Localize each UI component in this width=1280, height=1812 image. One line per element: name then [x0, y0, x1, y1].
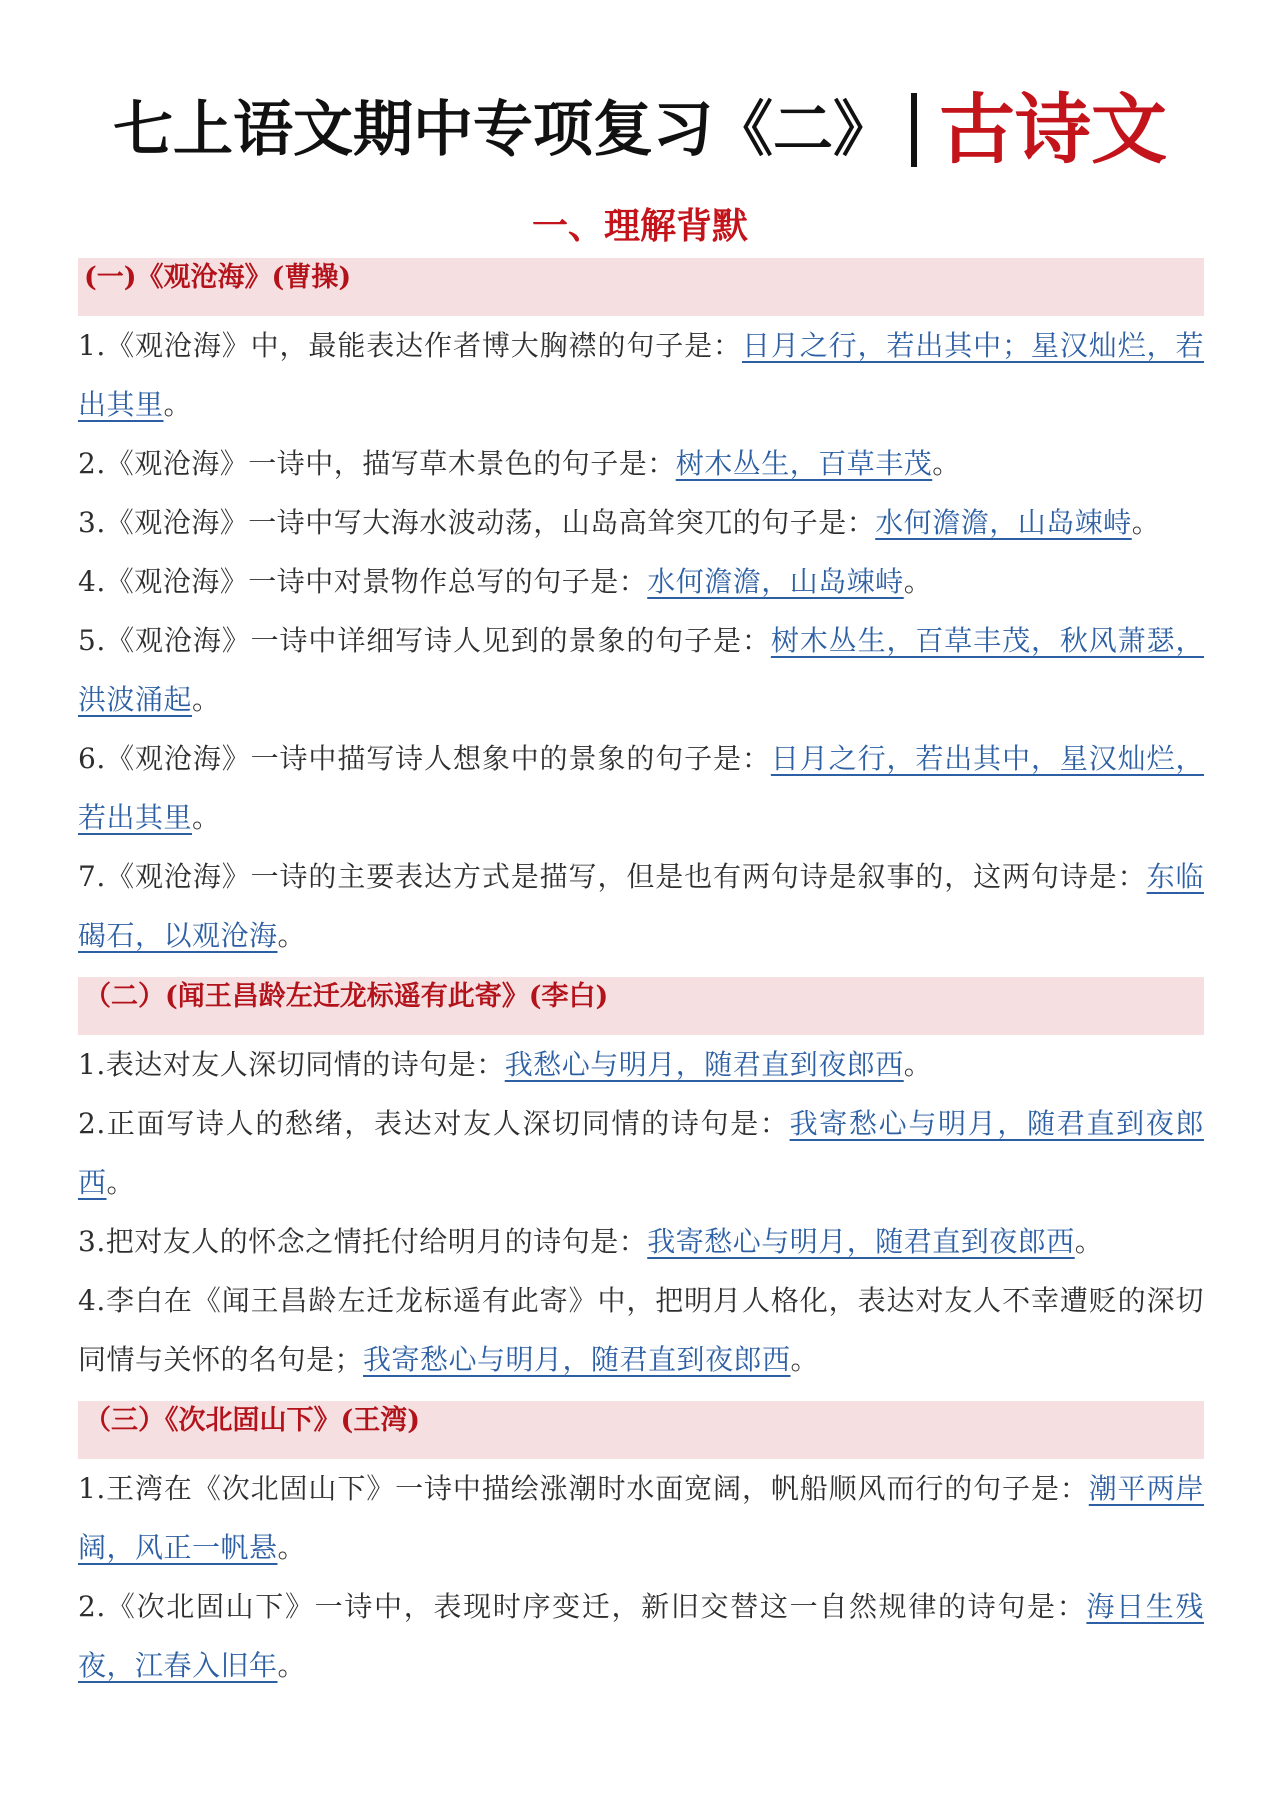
question-text: 3.把对友人的怀念之情托付给明月的诗句是：: [78, 1225, 648, 1258]
question-end: 。: [277, 1531, 307, 1564]
question-item: [78, 1577, 1204, 1695]
question-end: 。: [192, 683, 221, 716]
section-heading: （三）《次北固山下》(王湾): [78, 1401, 1204, 1459]
question-end: 。: [903, 565, 933, 598]
answer-text: 潮平两岸阔，风正一帆悬: [78, 1472, 1204, 1564]
question-end: 。: [163, 388, 193, 421]
question-end: 。: [277, 919, 307, 952]
question-text: 2.《观沧海》一诗中，描写草木景色的句子是：: [78, 447, 676, 480]
question-end: 。: [932, 447, 961, 480]
question-text: 2.正面写诗人的愁绪，表达对友人深切同情的诗句是：: [78, 1107, 790, 1140]
question-end: 。: [106, 1166, 136, 1199]
question-text: 3.《观沧海》一诗中写大海水波动荡，山岛高耸突兀的句子是：: [78, 506, 876, 539]
question-text: 1.《观沧海》中，最能表达作者博大胸襟的句子是：: [78, 329, 742, 362]
question-end: 。: [1074, 1225, 1104, 1258]
section-subtitle: 一、理解背默: [531, 206, 748, 247]
question-item: [78, 493, 1204, 552]
question-item: [78, 552, 1204, 611]
section-heading: （二）(闻王昌龄左迁龙标遥有此寄》(李白): [78, 977, 1204, 1035]
question-text: 7.《观沧海》一诗的主要表达方式是描写，但是也有两句诗是叙事的，这两句诗是：: [78, 860, 1147, 893]
answer-text: 我寄愁心与明月，随君直到夜郎西: [363, 1343, 791, 1376]
section-wen-wang-changling: [78, 977, 1204, 1389]
title-accent: 古诗文: [939, 85, 1167, 174]
question-item: [78, 729, 1204, 847]
page-title: [0, 85, 1280, 174]
question-text: 4.李白在《闻王昌龄左迁龙标遥有此寄》中，把明月人格化，表达对友人不幸遭贬的深切同情与关怀的名句是；: [78, 1284, 1204, 1376]
question-item: [78, 434, 1204, 493]
answer-text: 海日生残夜，江春入旧年: [78, 1590, 1204, 1682]
question-text: 2.《次北固山下》一诗中，表现时序变迁，新旧交替这一自然规律的诗句是：: [78, 1590, 1087, 1623]
question-end: 。: [277, 1649, 307, 1682]
answer-text: 我寄愁心与明月，随君直到夜郎西: [647, 1225, 1075, 1258]
answer-text: 树木丛生，百草丰茂，秋风萧瑟，洪波涌起: [78, 624, 1204, 716]
title-divider: [911, 93, 917, 167]
title-main: 七上语文期中专项复习《二》: [113, 95, 893, 165]
question-item: [78, 611, 1204, 729]
answer-text: 日月之行，若出其中；星汉灿烂，若出其里: [78, 329, 1204, 421]
question-end: 。: [192, 801, 221, 834]
answer-text: 我寄愁心与明月，随君直到夜郎西: [78, 1107, 1204, 1199]
question-item: [78, 1271, 1204, 1389]
question-end: 。: [1131, 506, 1161, 539]
answer-text: 东临碣石，以观沧海: [78, 860, 1204, 952]
answer-text: 水何澹澹，山岛竦峙: [875, 506, 1132, 539]
content: [78, 258, 1204, 1695]
answer-text: 日月之行，若出其中，星汉灿烂，若出其里: [78, 742, 1204, 834]
question-item: [78, 1094, 1204, 1212]
question-item: [78, 316, 1204, 434]
question-end: 。: [903, 1048, 933, 1081]
question-item: [78, 847, 1204, 965]
question-item: [78, 1212, 1204, 1271]
question-text: 1.王湾在《次北固山下》一诗中描绘涨潮时水面宽阔，帆船顺风而行的句子是：: [78, 1472, 1089, 1505]
section-ci-beigu-shan-xia: [78, 1401, 1204, 1695]
question-text: 5.《观沧海》一诗中详细写诗人见到的景象的句子是：: [78, 624, 771, 657]
question-item: [78, 1035, 1204, 1094]
question-item: [78, 1459, 1204, 1577]
answer-text: 树木丛生，百草丰茂: [675, 447, 933, 480]
answer-text: 我愁心与明月，随君直到夜郎西: [504, 1048, 904, 1081]
answer-text: 水何澹澹，山岛竦峙: [647, 565, 904, 598]
question-text: 4.《观沧海》一诗中对景物作总写的句子是：: [78, 565, 648, 598]
question-end: 。: [790, 1343, 820, 1376]
section-guan-cang-hai: [78, 258, 1204, 965]
question-text: 1.表达对友人深切同情的诗句是：: [78, 1048, 505, 1081]
section-heading: (一)《观沧海》(曹操): [78, 258, 1204, 316]
question-text: 6.《观沧海》一诗中描写诗人想象中的景象的句子是：: [78, 742, 771, 775]
